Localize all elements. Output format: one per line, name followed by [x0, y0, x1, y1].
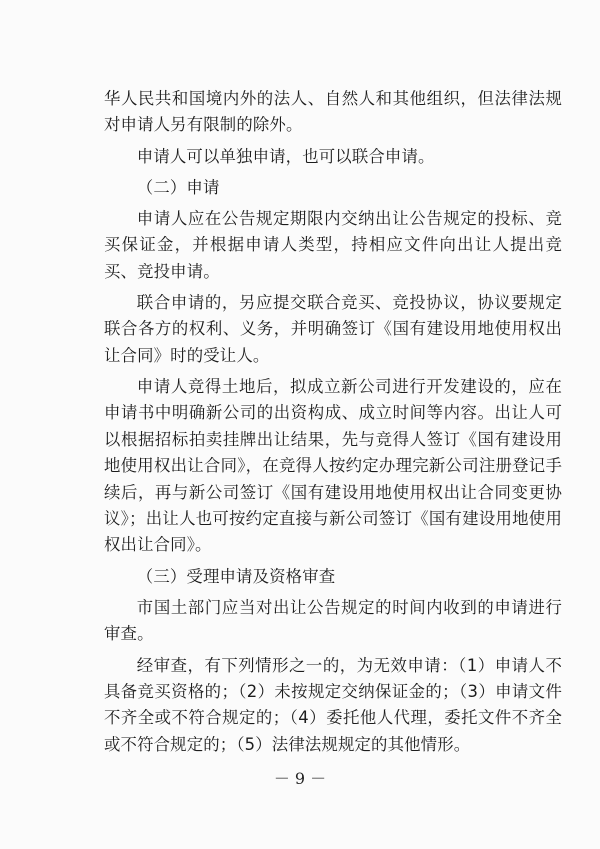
section-heading-application: （二）申请: [136, 177, 220, 197]
page-number: － 9 －: [273, 769, 327, 788]
paragraph-joint-application: 申请人可以单独申请，也可以联合申请。: [136, 146, 435, 166]
paragraph-new-company: 申请人竞得土地后，拟成立新公司进行开发建设的，应在申请书中明确新公司的出资构成、成立时间等内容。出让人可以根据招标拍卖挂牌出让结果，先与竞得人签订《国有建设用地使用权出让合同》，在竞得人按约定办理完新公司注册登记手续后，再与新公司签订《国有建设用地使用权出让合同变更协议》；出让人也可按约定直接与新公司签订《国有建设用地使用权出让合同》。: [104, 377, 562, 555]
paragraph-review: 市国土部门应当对出让公告规定的时间内收到的申请进行审查。: [104, 597, 562, 644]
paragraph-continuation: 华人民共和国境内外的法人、自然人和其他组织，但法律法规对申请人另有限制的除外。: [104, 89, 562, 135]
section-heading-review: （三）受理申请及资格审查: [136, 566, 336, 586]
paragraph-joint-agreement: 联合申请的，另应提交联合竞买、竞投协议，协议要规定联合各方的权利、义务，并明确签订《国有建设用地使用权出让合同》时的受让人。: [104, 293, 562, 365]
paragraph-deposit: 申请人应在公告规定期限内交纳出让公告规定的投标、竞买保证金，并根据申请人类型，持相应文件向出让人提出竞买、竞投申请。: [104, 209, 562, 281]
paragraph-invalid-cases: 经审查，有下列情形之一的，为无效申请：（1）申请人不具备竞买资格的；（2）未按规定交纳保证金的；（3）申请文件不齐全或不符合规定的；（4）委托他人代理，委托文件不齐全或不符合规定的；（5）法律法规规定的其他情形。: [104, 655, 562, 754]
document-body: [104, 86, 562, 763]
